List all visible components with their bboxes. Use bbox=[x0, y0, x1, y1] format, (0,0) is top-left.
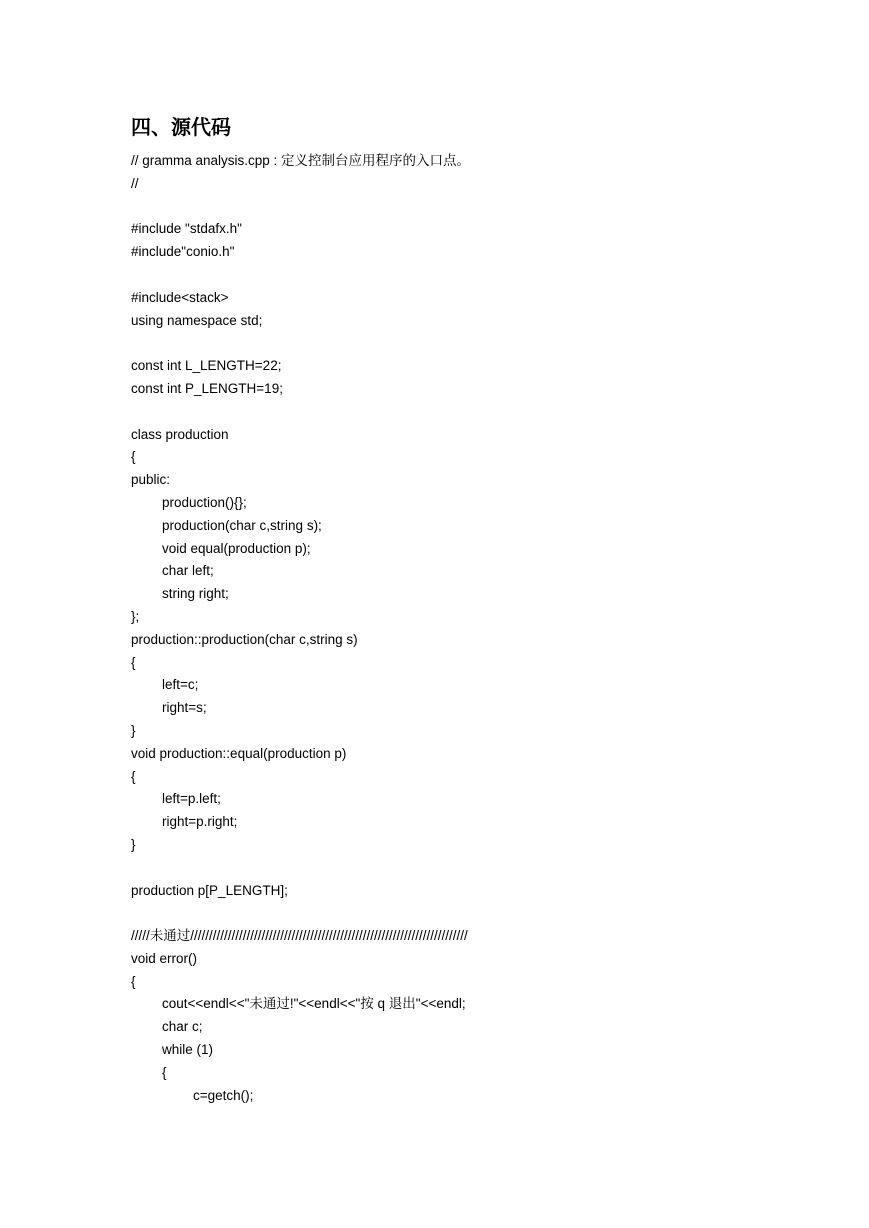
code-line: c=getch(); bbox=[193, 1087, 254, 1103]
section-heading: 四、源代码 bbox=[131, 115, 231, 139]
code-line: void equal(production p); bbox=[162, 540, 311, 556]
code-line bbox=[131, 196, 470, 219]
code-line: { bbox=[131, 449, 136, 465]
code-line: char c; bbox=[162, 1019, 203, 1035]
code-line: } bbox=[131, 722, 136, 738]
code-line: const int P_LENGTH=19; bbox=[131, 380, 283, 396]
code-line: { bbox=[131, 973, 136, 989]
code-line: { bbox=[131, 654, 136, 670]
code-line: production p[P_LENGTH]; bbox=[131, 882, 288, 898]
code-line: right=s; bbox=[162, 700, 207, 716]
code-line: production(){}; bbox=[162, 494, 247, 510]
code-line: right=p.right; bbox=[162, 814, 238, 830]
code-line: production(char c,string s); bbox=[162, 517, 322, 533]
code-line: char left; bbox=[162, 563, 214, 579]
code-line: // bbox=[131, 175, 139, 191]
code-line: left=c; bbox=[162, 677, 199, 693]
code-line: void error() bbox=[131, 950, 198, 966]
code-line bbox=[131, 264, 470, 287]
code-line: #include "stdafx.h" bbox=[131, 221, 242, 237]
code-line bbox=[131, 332, 470, 355]
code-line bbox=[131, 857, 470, 880]
code-line: } bbox=[131, 836, 136, 852]
code-line: class production bbox=[131, 426, 229, 442]
code-line: production::production(char c,string s) bbox=[131, 631, 358, 647]
code-line: }; bbox=[131, 608, 140, 624]
code-line: const int L_LENGTH=22; bbox=[131, 358, 282, 374]
code-line bbox=[131, 401, 470, 424]
code-line: { bbox=[131, 768, 136, 784]
code-line: while (1) bbox=[162, 1042, 214, 1058]
code-line: left=p.left; bbox=[162, 791, 221, 807]
code-line: string right; bbox=[162, 586, 229, 602]
code-line: #include"conio.h" bbox=[131, 244, 235, 260]
code-line: cout<<endl<<"未通过!"<<endl<<"按 q 退出"<<endl; bbox=[162, 996, 466, 1012]
code-line: #include<stack> bbox=[131, 289, 229, 305]
code-line: { bbox=[162, 1064, 167, 1080]
code-line: /////未通过////////////////////////////////////////////////////////////////////////// bbox=[131, 928, 468, 944]
code-line: using namespace std; bbox=[131, 312, 263, 328]
code-line: void production::equal(production p) bbox=[131, 745, 347, 761]
code-line: public: bbox=[131, 472, 171, 488]
code-line bbox=[131, 902, 470, 925]
source-code-block bbox=[131, 150, 470, 1107]
code-line: // gramma analysis.cpp : 定义控制台应用程序的入口点。 bbox=[131, 153, 471, 168]
